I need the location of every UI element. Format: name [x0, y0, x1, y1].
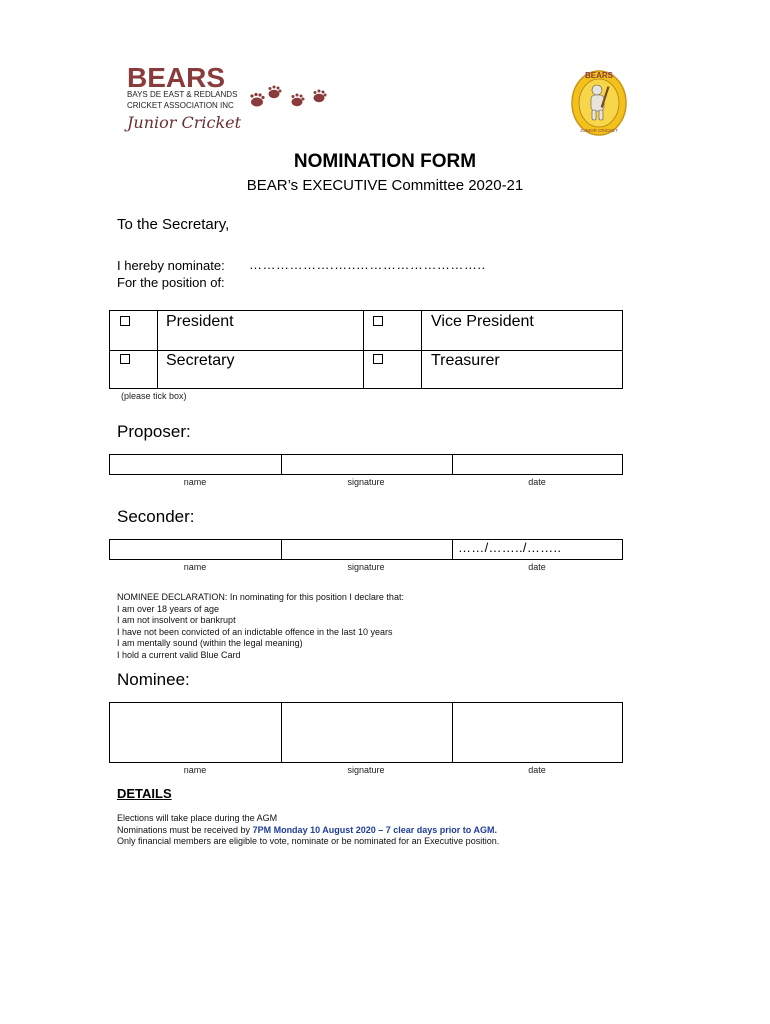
- details-line-deadline: [117, 825, 499, 837]
- proposer-heading: Proposer:: [117, 422, 191, 441]
- nominee-date-field[interactable]: [453, 703, 623, 762]
- nominee-declaration: [117, 592, 404, 661]
- tick-note: (please tick box): [121, 391, 187, 401]
- position-label-treasurer: Treasurer: [431, 352, 500, 369]
- nominee-signature-field[interactable]: [282, 703, 452, 762]
- details-heading: DETAILS: [117, 786, 172, 801]
- position-label-vice-president: Vice President: [431, 313, 534, 330]
- proposer-name-field[interactable]: [110, 455, 281, 474]
- seconder-signature-field[interactable]: [282, 540, 452, 559]
- proposer-caption-date: date: [528, 477, 546, 487]
- seconder-caption-name: name: [183, 562, 207, 572]
- proposer-date-field[interactable]: [453, 455, 623, 474]
- proposer-caption-signature: signature: [347, 477, 385, 487]
- deadline-highlight: 7PM Monday 10 August 2020 – 7 clear days prior to AGM.: [252, 824, 497, 835]
- checkbox-president[interactable]: [120, 316, 130, 326]
- position-label-president: President: [166, 313, 234, 330]
- proposer-signature-field[interactable]: [282, 455, 452, 474]
- logo-subtitle-line1: BAYS DE EAST & REDLANDS: [127, 90, 238, 99]
- badge-bottom-text: JUNIOR CRICKET: [580, 128, 618, 133]
- salutation: To the Secretary,: [117, 216, 230, 233]
- nominee-name-field[interactable]: ……………….…..………………………..: [249, 257, 486, 272]
- nominee-caption-name: name: [183, 765, 207, 775]
- details-body: [117, 813, 499, 848]
- nominate-label: I hereby nominate:: [117, 258, 225, 273]
- declaration-item: I am not insolvent or bankrupt: [117, 615, 236, 625]
- proposer-caption-name: name: [183, 477, 207, 487]
- form-subtitle: BEAR’s EXECUTIVE Committee 2020-21: [246, 177, 524, 194]
- checkbox-secretary[interactable]: [120, 354, 130, 364]
- badge-top-text: BEARS: [584, 71, 614, 80]
- position-table: [109, 310, 623, 389]
- proposer-table: [109, 454, 623, 475]
- checkbox-vice-president[interactable]: [373, 316, 383, 326]
- seconder-heading: Seconder:: [117, 507, 195, 526]
- deadline-prefix: Nominations must be received by: [117, 824, 253, 835]
- declaration-item: I am over 18 years of age: [117, 603, 220, 614]
- seconder-caption-signature: signature: [347, 562, 385, 572]
- declaration-heading: NOMINEE DECLARATION: In nominating for this position I declare that:: [117, 592, 404, 602]
- logo-subtitle-line2: CRICKET ASSOCIATION INC: [127, 101, 234, 110]
- form-title: NOMINATION FORM: [293, 151, 477, 172]
- seconder-caption-date: date: [528, 562, 546, 572]
- position-label: For the position of:: [117, 275, 225, 290]
- bears-badge-logo: [570, 66, 628, 138]
- declaration-item: I hold a current valid Blue Card: [117, 649, 241, 660]
- seconder-date-field[interactable]: ……/……../……..: [458, 540, 562, 555]
- nominee-name-field[interactable]: [110, 703, 281, 762]
- declaration-item: I am mentally sound (within the legal meaning): [117, 638, 303, 648]
- nominee-caption-signature: signature: [347, 765, 385, 775]
- position-label-secretary: Secretary: [166, 352, 235, 369]
- logo-junior-cricket: Junior Cricket: [127, 113, 242, 132]
- checkbox-treasurer[interactable]: [373, 354, 383, 364]
- details-line-eligibility: Only financial members are eligible to vote, nominate or be nominated for an Executive position.: [117, 836, 500, 846]
- nominee-caption-date: date: [528, 765, 546, 775]
- declaration-item: I have not been convicted of an indictable offence in the last 10 years: [117, 626, 393, 637]
- logo-bears-wordmark: BEARS: [127, 62, 226, 93]
- details-line-elections: Elections will take place during the AGM: [117, 813, 278, 823]
- paw-prints-icon: [247, 82, 332, 112]
- seconder-name-field[interactable]: [110, 540, 281, 559]
- nominee-table: [109, 702, 623, 763]
- nominee-heading: Nominee:: [117, 670, 190, 689]
